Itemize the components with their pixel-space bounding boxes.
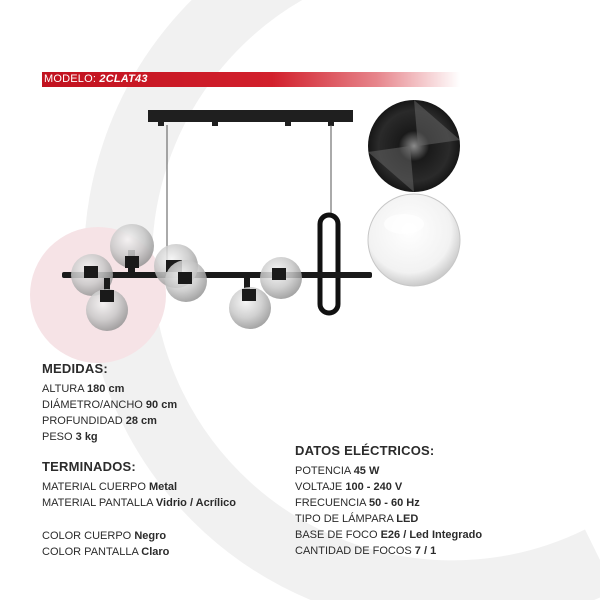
- electricos-item: VOLTAJE 100 - 240 V: [295, 481, 403, 493]
- electricos-item: POTENCIA 45 W: [295, 465, 380, 477]
- medidas-item: PROFUNDIDAD 28 cm: [42, 415, 157, 427]
- electricos-item: FRECUENCIA 50 - 60 Hz: [295, 497, 420, 509]
- clear-glass-swatch: [368, 194, 460, 286]
- electricos-title: DATOS ELÉCTRICOS:: [295, 443, 435, 458]
- loop-ring: [320, 215, 338, 313]
- terminados-item: COLOR PANTALLA Claro: [42, 546, 170, 558]
- terminados-title: TERMINADOS:: [42, 459, 136, 474]
- ceiling-canopy: [148, 110, 353, 122]
- model-label: MODELO:: [44, 73, 97, 85]
- globe-7: [260, 257, 302, 299]
- electricos-item: BASE DE FOCO E26 / Led Integrado: [295, 529, 483, 541]
- black-metal-swatch: [368, 100, 460, 192]
- medidas-item: PESO 3 kg: [42, 431, 98, 443]
- terminados-item: MATERIAL PANTALLA Vidrio / Acrílico: [42, 497, 236, 509]
- globe-5: [165, 260, 207, 302]
- electricos-item: TIPO DE LÁMPARA LED: [295, 513, 419, 525]
- terminados-item: MATERIAL CUERPO Metal: [42, 481, 178, 493]
- medidas-title: MEDIDAS:: [42, 361, 108, 376]
- terminados-item: COLOR CUERPO Negro: [42, 530, 167, 542]
- medidas-item: DIÁMETRO/ANCHO 90 cm: [42, 399, 178, 411]
- model-code: 2CLAT43: [99, 73, 148, 85]
- medidas-item: ALTURA 180 cm: [42, 383, 125, 395]
- electricos-item: CANTIDAD DE FOCOS 7 / 1: [295, 545, 437, 557]
